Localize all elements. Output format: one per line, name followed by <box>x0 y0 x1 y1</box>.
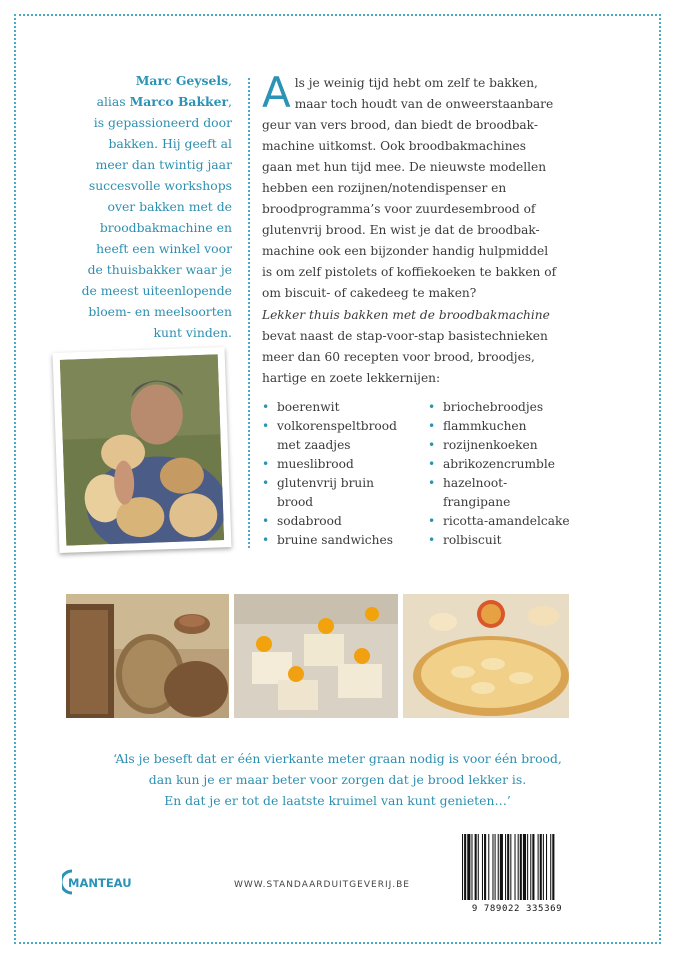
list-item: • rozijnenkoeken <box>428 436 598 455</box>
barcode-bar <box>546 834 547 900</box>
barcode-bar <box>510 834 511 900</box>
photo-petits-fours <box>234 594 398 718</box>
barcode-bar <box>475 834 477 900</box>
quote-line: ‘Als je beseft dat er één vierkante meter graan nodig is voor één brood, <box>113 751 562 766</box>
barcode-bar <box>515 834 516 900</box>
barcode-bar <box>478 834 479 900</box>
quote-line: En dat je er tot de laatste kruimel van kunt genieten…’ <box>164 793 511 808</box>
brown-bread-image <box>66 594 229 718</box>
author-bio <box>40 70 232 343</box>
barcode-bar <box>507 834 509 900</box>
manteau-logo <box>62 868 154 896</box>
list-item: • hazelnoot- frangipane <box>428 474 598 512</box>
barcode-bar <box>467 834 470 900</box>
intro-line: ls je weinig tijd hebt om zelf te bakken, <box>294 76 538 90</box>
barcode-bar <box>464 834 466 900</box>
intro-line: hebben een rozijnen/notendispenser en <box>262 181 507 195</box>
barcode-bar <box>492 834 493 900</box>
list-item: • glutenvrij bruin brood <box>262 474 422 512</box>
manteau-logo-image <box>62 868 154 896</box>
bio-line: heeft een winkel voor <box>96 241 232 256</box>
drop-cap: A <box>262 68 291 117</box>
logo-text: MANTEAU <box>68 876 132 890</box>
barcode-bar <box>500 834 503 900</box>
intro-line: is om zelf pistolets of koffiekoeken te bakken of <box>262 265 557 279</box>
barcode-bars <box>458 832 576 902</box>
list-item: • sodabrood <box>262 512 422 531</box>
barcode-bar <box>520 834 522 900</box>
barcode-bar <box>518 834 519 900</box>
list-item: • boerenwit <box>262 398 422 417</box>
list-item: • rolbiscuit <box>428 531 598 550</box>
list-item: • volkorenspeltbrood met zaadjes <box>262 417 422 455</box>
barcode-bar <box>523 834 526 900</box>
bio-line: kunt vinden. <box>153 325 232 340</box>
bio-line: over bakken met de <box>107 199 232 214</box>
dotted-divider <box>248 78 250 548</box>
barcode-bar <box>552 834 554 900</box>
book-title-italic: Lekker thuis bakken met de broodbakmachine <box>262 308 550 322</box>
list-item: • flammkuchen <box>428 417 598 436</box>
bio-line: de meest uiteenlopende <box>81 283 232 298</box>
intro-paragraph <box>262 68 592 304</box>
list-item: • mueslibrood <box>262 455 422 474</box>
barcode-bar <box>550 834 551 900</box>
bio-line-alias: alias Marco Bakker, <box>96 94 232 109</box>
bio-line-name: Marc Geysels, <box>135 73 232 88</box>
barcode-bar <box>532 834 534 900</box>
description-line: meer dan 60 recepten voor brood, broodjes, <box>262 350 535 364</box>
bio-line: meer dan twintig jaar <box>95 157 232 172</box>
intro-line: glutenvrij brood. En wist je dat de broodbak- <box>262 223 540 237</box>
intro-line: broodprogramma’s voor zuurdesembrood of <box>262 202 536 216</box>
bio-line: de thuisbakker waar je <box>87 262 232 277</box>
bio-line: broodbakmachine en <box>99 220 232 235</box>
intro-line: machine uitkomst. Ook broodbakmachines <box>262 139 527 153</box>
recipe-list-right <box>428 398 598 550</box>
description-line: hartige en zoete lekkernijen: <box>262 371 441 385</box>
list-item: • abrikozencrumble <box>428 455 598 474</box>
bio-line: succesvolle workshops <box>88 178 232 193</box>
petits-fours-image <box>234 594 398 718</box>
apple-tart-image <box>403 594 569 718</box>
author-photo-image <box>60 354 224 545</box>
barcode-bar <box>488 834 489 900</box>
isbn-barcode <box>458 832 576 920</box>
barcode-bar <box>505 834 506 900</box>
quote <box>40 748 635 811</box>
barcode-bar <box>471 834 472 900</box>
intro-line: om biscuit- of cakedeeg te maken? <box>262 286 477 300</box>
barcode-bar <box>538 834 539 900</box>
photo-apple-tart <box>403 594 569 718</box>
barcode-number: 9 789022 335369 <box>471 904 563 914</box>
bio-line: bakken. Hij geeft al <box>108 136 232 151</box>
intro-line: machine ook een bijzonder handig hulpmiddel <box>262 244 549 258</box>
description-line: bevat naast de stap-voor-stap basistechnieken <box>262 329 548 343</box>
bio-line: bloem- en meelsoorten <box>88 304 232 319</box>
photo-brown-bread <box>66 594 229 718</box>
barcode-bar <box>484 834 486 900</box>
barcode-bar <box>543 834 544 900</box>
author-photo <box>53 347 232 553</box>
quote-line: dan kun je er maar beter voor zorgen dat je brood lekker is. <box>148 772 527 787</box>
list-item: • briochebroodjes <box>428 398 598 417</box>
intro-line: gaan met hun tijd mee. De nieuwste modellen <box>262 160 547 174</box>
list-item: • bruine sandwiches <box>262 531 422 550</box>
intro-line: geur van vers brood, dan biedt de broodbak- <box>262 118 538 132</box>
barcode-bar <box>498 834 499 900</box>
book-description <box>262 305 592 389</box>
publisher-url: WWW.STANDAARDUITGEVERIJ.BE <box>234 880 410 890</box>
barcode-bar <box>530 834 531 900</box>
barcode-bar <box>462 834 463 900</box>
recipe-list-left <box>262 398 422 550</box>
bio-line: is gepassioneerd door <box>93 115 232 130</box>
barcode-bar <box>482 834 483 900</box>
barcode-bar <box>527 834 528 900</box>
barcode-bar <box>540 834 542 900</box>
intro-line: maar toch houdt van de onweerstaanbare <box>294 97 554 111</box>
barcode-bar <box>495 834 496 900</box>
list-item: • ricotta-amandelcake <box>428 512 598 531</box>
